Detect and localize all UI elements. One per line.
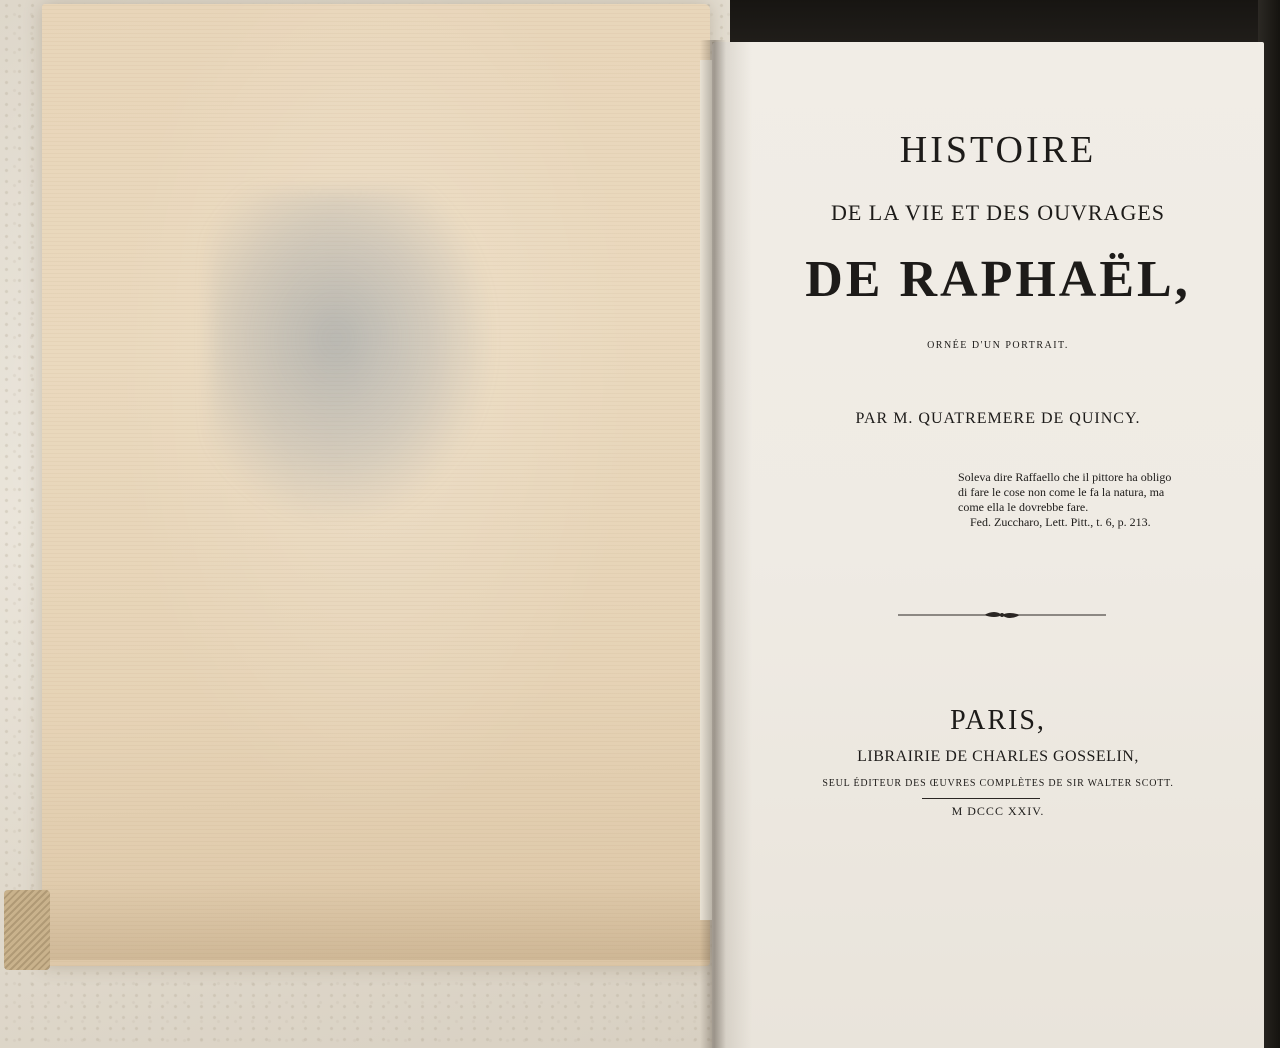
imprint-city: PARIS,	[950, 705, 1046, 736]
epigraph	[958, 470, 1238, 530]
book-title: HISTOIRE	[899, 129, 1097, 171]
book-subtitle: DE LA VIE ET DES OUVRAGES	[830, 200, 1166, 225]
worn-corner	[4, 890, 50, 970]
epigraph-line: Soleva dire Raffaello che il pittore ha obligo	[958, 470, 1172, 484]
imprint-publisher-note: SEUL ÉDITEUR DES ŒUVRES COMPLÈTES DE SIR WALTER SCOTT.	[822, 778, 1174, 789]
epigraph-signature: Fed. Zuccharo, Lett. Pitt., t. 6, p. 213.	[970, 515, 1151, 529]
imprint-rule	[922, 798, 1040, 799]
ornamental-rule	[898, 608, 1106, 622]
ornee-note: ORNÉE D'UN PORTRAIT.	[927, 340, 1069, 351]
imprint-year: M DCCC XXIV.	[951, 804, 1045, 818]
epigraph-line: come ella le dovrebbe fare.	[958, 500, 1089, 514]
book-gutter	[700, 40, 726, 1048]
epigraph-line: di fare le cose non come le fa la natura, ma	[958, 485, 1165, 499]
tissue-fold-shadow	[42, 880, 710, 960]
title-page	[712, 42, 1264, 1048]
author-line: PAR M. QUATREMERE DE QUINCY.	[855, 410, 1141, 427]
book-title-name: DE RAPHAËL,	[805, 251, 1191, 308]
frontispiece-portrait-showthrough	[210, 190, 490, 520]
imprint-publisher: LIBRAIRIE DE CHARLES GOSSELIN,	[857, 748, 1139, 765]
